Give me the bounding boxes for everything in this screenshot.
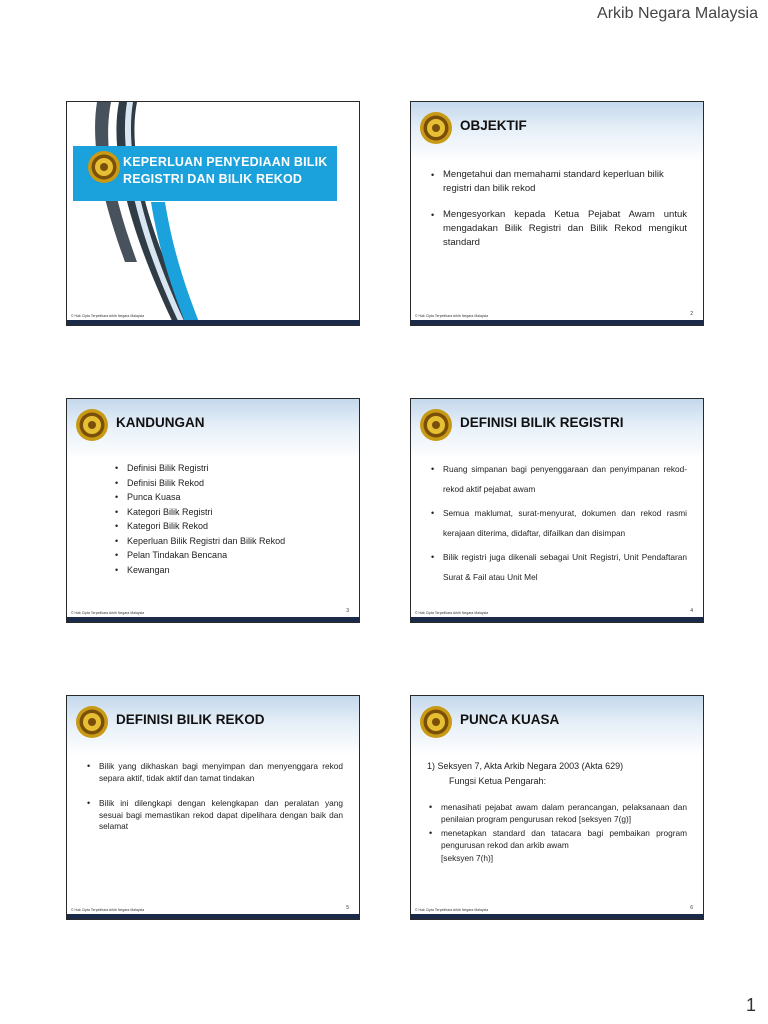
slide-title: DEFINISI BILIK REKOD	[116, 712, 265, 727]
bullet-item: • Mengetahui dan memahami standard keperluan bilik registri dan bilik rekod	[429, 168, 687, 196]
numbered-item: 1) Seksyen 7, Akta Arkib Negara 2003 (Akta 629)	[427, 761, 624, 771]
archive-emblem-icon	[87, 150, 121, 184]
slide-1-title	[66, 101, 360, 326]
copyright-text: © Hak Cipta Terpelihara Arkib Negara Malaysia	[415, 908, 489, 912]
page-number: 1	[745, 995, 756, 1015]
bullet-item: • Ruang simpanan bagi penyenggaraan dan penyimpanan rekod-rekod aktif pejabat awam	[429, 459, 687, 499]
archive-emblem-icon	[419, 408, 453, 442]
archive-emblem-icon	[419, 705, 453, 739]
title-line-2: REGISTRI DAN BILIK REKOD	[123, 172, 303, 186]
slide-number: 4	[690, 608, 693, 614]
contents-item: • Pelan Tindakan Bencana	[113, 548, 343, 563]
bullet-item: • Semua maklumat, surat-menyurat, dokumen dan rekod rasmi kerajaan diterima, didaftar, difailkan dan disimpan	[429, 503, 687, 543]
slide-body	[429, 459, 687, 591]
bullet-item: • menasihati pejabat awam dalam perancangan, pelaksanaan dan penilaian program pengurusan rekod [seksyen 7(g)]	[427, 801, 687, 825]
slide-footer-bar	[411, 914, 703, 919]
contents-item: • Definisi Bilik Registri	[113, 461, 343, 476]
slide-number: 5	[346, 905, 349, 911]
slide-2-objektif	[410, 101, 704, 326]
copyright-text: © Hak Cipta Terpelihara Arkib Negara Malaysia	[415, 314, 489, 318]
contents-item: • Kategori Bilik Registri	[113, 505, 343, 520]
slide-number: 3	[346, 608, 349, 614]
contents-item: • Definisi Bilik Rekod	[113, 476, 343, 491]
copyright-text: © Hak Cipta Terpelihara Arkib Negara Malaysia	[71, 908, 145, 912]
slide-footer-bar	[67, 914, 359, 919]
slide-3-kandungan	[66, 398, 360, 623]
archive-emblem-icon	[75, 705, 109, 739]
copyright-text: © Hak Cipta Terpelihara Arkib Negara Malaysia	[71, 314, 145, 318]
item-subtitle: Fungsi Ketua Pengarah:	[449, 776, 547, 786]
slide-title	[123, 154, 338, 188]
archive-emblem-icon	[75, 408, 109, 442]
slide-body	[427, 759, 687, 865]
slide-footer-bar	[411, 320, 703, 325]
slide-body	[113, 461, 343, 577]
contents-item: • Keperluan Bilik Registri dan Bilik Rekod	[113, 534, 343, 549]
ribbon-decoration	[67, 102, 360, 326]
bullet-item: • Bilik registri juga dikenali sebagai Unit Registri, Unit Pendaftaran Surat & Fail atau Unit Mel	[429, 547, 687, 587]
bullet-item: • Mengesyorkan kepada Ketua Pejabat Awam untuk mengadakan Bilik Registri dan Bilik Rekod mengikut standard	[429, 208, 687, 250]
slide-6-punca-kuasa	[410, 695, 704, 920]
copyright-text: © Hak Cipta Terpelihara Arkib Negara Malaysia	[71, 611, 145, 615]
slide-footer-bar	[411, 617, 703, 622]
archive-emblem-icon	[419, 111, 453, 145]
title-line-1: KEPERLUAN PENYEDIAAN BILIK	[123, 155, 328, 169]
slide-body	[429, 168, 687, 262]
slide-title: PUNCA KUASA	[460, 712, 560, 727]
bullet-item: • menetapkan standard dan tatacara bagi pembaikan program pengurusan rekod dan arkib awam	[427, 827, 687, 851]
slide-5-definisi-rekod	[66, 695, 360, 920]
slide-title: KANDUNGAN	[116, 415, 205, 430]
slide-title: OBJEKTIF	[460, 118, 527, 133]
slide-footer-bar	[67, 320, 359, 325]
slide-number: 2	[690, 311, 693, 317]
slide-title: DEFINISI BILIK REGISTRI	[460, 415, 624, 430]
contents-item: • Kategori Bilik Rekod	[113, 519, 343, 534]
slide-number: 6	[690, 905, 693, 911]
slide-4-definisi-registri	[410, 398, 704, 623]
bullet-item: • Bilik ini dilengkapi dengan kelengkapan dan peralatan yang sesuai bagi memastikan rekod dapat dipelihara dengan baik dan selamat	[85, 798, 343, 833]
page-header: Arkib Negara Malaysia	[597, 5, 758, 22]
copyright-text: © Hak Cipta Terpelihara Arkib Negara Malaysia	[415, 611, 489, 615]
slide-header-band	[411, 102, 703, 162]
section-reference: [seksyen 7(h)]	[441, 853, 494, 863]
contents-item: • Punca Kuasa	[113, 490, 343, 505]
slide-footer-bar	[67, 617, 359, 622]
slide-body	[85, 761, 343, 847]
contents-item: • Kewangan	[113, 563, 343, 578]
slide-header-band	[67, 399, 359, 459]
bullet-item: • Bilik yang dikhaskan bagi menyimpan dan menyenggara rekod separa aktif, tidak aktif dan tamat tindakan	[85, 761, 343, 784]
